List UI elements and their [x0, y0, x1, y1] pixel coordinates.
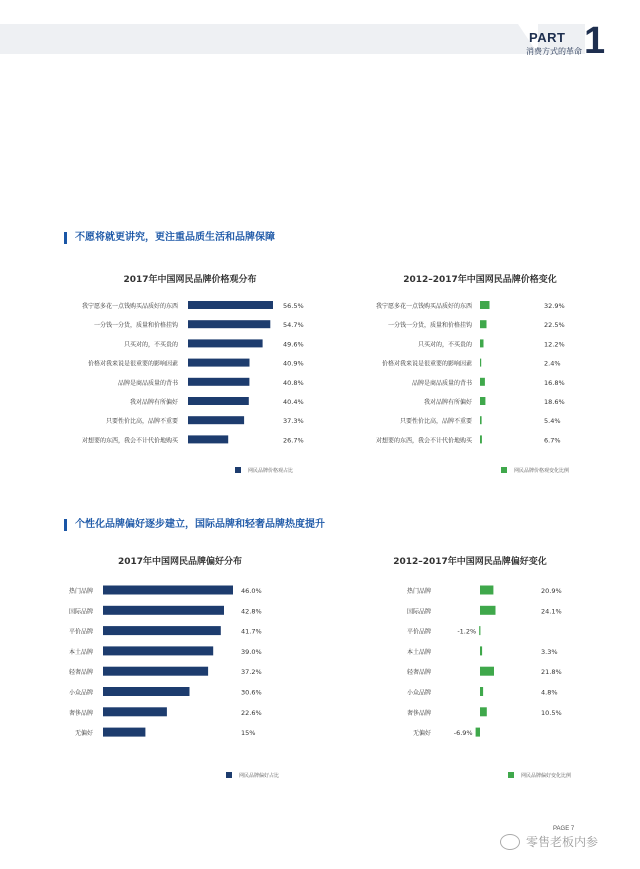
category-label: 对想要的东西，我会不计代价地购买: [375, 437, 472, 445]
category-label: 一分钱一分货，质量和价格挂钩: [387, 322, 472, 330]
category-label: 价格对我来说是很重要的影响因素: [381, 360, 472, 368]
value-label: 24.1%: [541, 607, 562, 616]
category-label: 我对品牌有所偏好: [423, 399, 472, 406]
value-label: 42.8%: [241, 607, 262, 616]
bar: [103, 687, 190, 696]
value-label: 12.2%: [544, 340, 565, 349]
value-label: 26.7%: [283, 436, 304, 445]
bar: [480, 606, 496, 615]
value-label: 2.4%: [544, 359, 561, 368]
bar: [103, 586, 233, 595]
value-label: 41.7%: [241, 627, 262, 636]
category-label: 只买对的，不买贵的: [417, 341, 472, 349]
watermark-text: 零售老板内参: [526, 835, 599, 849]
category-label: 无偏好: [74, 730, 93, 738]
watermark: [500, 833, 598, 850]
category-label: 小众品牌: [68, 689, 93, 697]
category-label: 我宁愿多花一点钱购买品质好的东西: [375, 303, 472, 310]
section-title-quality: 不愿将就更讲究，更注重品质生活和品牌保障: [64, 232, 275, 244]
category-label: 热门品牌: [406, 588, 431, 595]
value-label: 40.4%: [283, 398, 304, 406]
value-label: 56.5%: [283, 302, 304, 310]
section-title-brand-preference: 个性化品牌偏好逐步建立，国际品牌和轻奢品牌热度提升: [64, 519, 325, 531]
bar: [480, 586, 493, 595]
bar: [103, 606, 224, 615]
bar: [188, 416, 244, 424]
category-label: 对想要的东西，我会不计代价地购买: [81, 437, 178, 445]
bar: [480, 646, 482, 655]
bar: [103, 667, 208, 676]
bar: [480, 435, 482, 443]
bar: [480, 378, 485, 386]
value-label: 30.6%: [241, 688, 262, 697]
value-label: 6.7%: [544, 436, 561, 445]
category-label: 奢侈品牌: [68, 709, 93, 717]
category-label: 价格对我来说是很重要的影响因素: [87, 360, 178, 368]
category-label: 国际品牌: [406, 608, 431, 616]
legend-label: 网民品牌价格观变化比例: [514, 468, 570, 474]
bar: [103, 728, 145, 737]
part-subtitle: 消费方式的革命: [526, 47, 582, 56]
value-label: 4.8%: [541, 688, 558, 697]
value-label: 5.4%: [544, 417, 561, 426]
legend-label: 网民品牌偏好变化比例: [521, 773, 572, 779]
category-label: 我对品牌有所偏好: [129, 399, 178, 406]
category-label: 我宁愿多花一点钱购买品质好的东西: [81, 303, 178, 310]
bar: [103, 707, 167, 716]
bar: [480, 359, 481, 367]
bar: [480, 667, 494, 676]
bar: [476, 728, 480, 737]
category-label: 轻奢品牌: [68, 669, 93, 677]
category-label: 平价品牌: [68, 628, 93, 636]
category-label: 本土品牌: [68, 648, 93, 656]
value-label: 10.5%: [541, 708, 562, 717]
value-label: 15%: [241, 729, 256, 738]
bar: [480, 339, 484, 347]
bar: [479, 626, 480, 635]
value-label: 22.5%: [544, 321, 565, 330]
wechat-icon: [500, 834, 520, 850]
legend-swatch: [235, 467, 241, 473]
bar: [103, 646, 213, 655]
bar: [480, 397, 485, 405]
bar: [188, 359, 250, 367]
legend-label: 网民品牌偏好占比: [239, 773, 280, 779]
category-label: 无偏好: [412, 730, 431, 738]
category-label: 热门品牌: [68, 588, 93, 595]
chart-title-price-change: 2012–2017年中国网民品牌价格变化: [403, 275, 557, 285]
category-label: 奢侈品牌: [406, 709, 431, 717]
category-label: 品牌是商品质量的背书: [411, 379, 472, 387]
chart-title-pref-dist: 2017年中国网民品牌偏好分布: [117, 557, 243, 567]
category-label: 品牌是商品质量的背书: [117, 379, 178, 387]
value-label: 46.0%: [241, 587, 262, 595]
chart-title-pref-change: 2012–2017年中国网民品牌偏好变化: [393, 557, 547, 567]
part-number: 1: [584, 20, 606, 62]
bar: [188, 378, 249, 386]
value-label: 20.9%: [541, 587, 562, 595]
bar: [480, 320, 487, 328]
bar: [103, 626, 221, 635]
category-label: 只买对的，不买贵的: [123, 341, 178, 349]
category-label: 国际品牌: [68, 608, 93, 616]
part-label: PART: [529, 30, 566, 45]
value-label: 49.6%: [283, 340, 304, 349]
value-label: 40.9%: [283, 359, 304, 368]
value-label: 18.6%: [544, 398, 565, 406]
category-label: 本土品牌: [406, 648, 431, 656]
value-label: -1.2%: [457, 627, 477, 636]
bar: [480, 687, 483, 696]
value-label: 37.2%: [241, 668, 262, 677]
category-label: 一分钱一分货，质量和价格挂钩: [93, 322, 178, 330]
bar: [480, 416, 482, 424]
value-label: 37.3%: [283, 417, 304, 426]
value-label: 54.7%: [283, 321, 304, 330]
value-label: 21.8%: [541, 668, 562, 677]
value-label: 32.9%: [544, 302, 565, 310]
bar: [188, 301, 273, 309]
category-label: 平价品牌: [406, 628, 431, 636]
chart-title-price-dist: 2017年中国网民品牌价格观分布: [123, 275, 257, 285]
value-label: 22.6%: [241, 708, 262, 717]
value-label: -6.9%: [453, 729, 473, 738]
page-number: PAGE 7: [553, 826, 575, 832]
value-label: 16.8%: [544, 378, 565, 387]
legend-swatch: [508, 772, 514, 778]
bar: [188, 320, 270, 328]
value-label: 3.3%: [541, 647, 558, 656]
legend-swatch: [226, 772, 232, 778]
category-label: 只要性价比高，品牌不重要: [105, 418, 178, 426]
legend-label: 网民品牌价格观占比: [248, 468, 294, 474]
bar: [480, 707, 487, 716]
legend-swatch: [501, 467, 507, 473]
bar: [188, 435, 228, 443]
value-label: 39.0%: [241, 647, 262, 656]
bar: [188, 339, 263, 347]
bar: [480, 301, 490, 309]
bar: [188, 397, 249, 405]
value-label: 40.8%: [283, 378, 304, 387]
category-label: 只要性价比高，品牌不重要: [399, 418, 472, 426]
category-label: 小众品牌: [406, 689, 431, 697]
category-label: 轻奢品牌: [406, 669, 431, 677]
